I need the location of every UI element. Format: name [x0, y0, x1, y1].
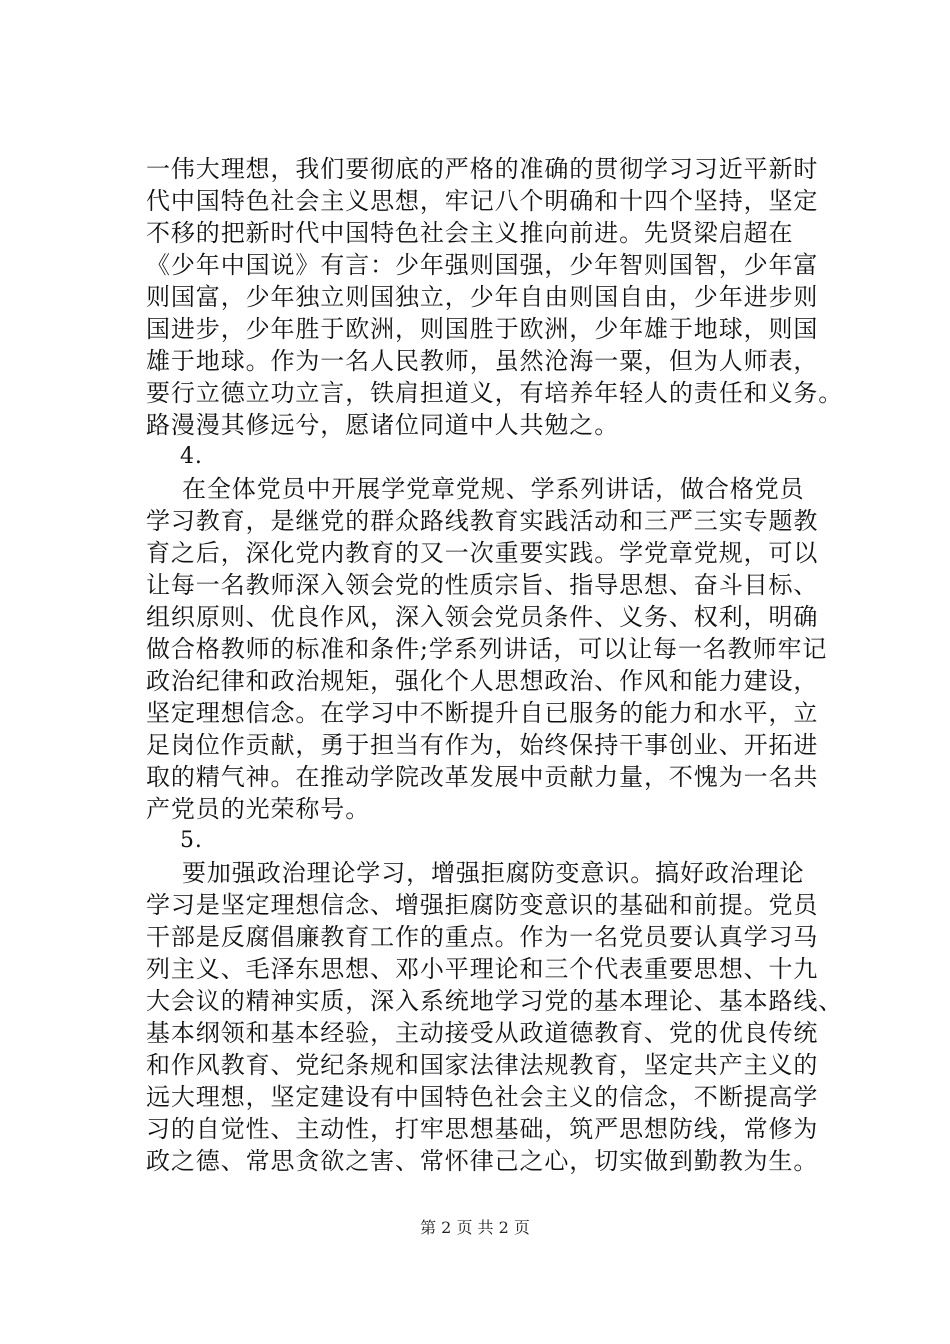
text-line: 大会议的精神实质，深入系统地学习党的基本理论、基本路线、 — [146, 987, 844, 1015]
text-line: 《少年中国说》有言：少年强则国强，少年智则国智，少年富 — [146, 251, 819, 279]
page-footer — [0, 1218, 950, 1238]
text-line: 国进步，少年胜于欧洲，则国胜于欧洲，少年雄于地球，则国 — [146, 315, 819, 343]
section-number: 4. — [180, 444, 203, 469]
text-line: 代中国特色社会主义思想，牢记八个明确和十四个坚持，坚定 — [146, 187, 819, 215]
text-line: 取的精气神。在推动学院改革发展中贡献力量，不愧为一名共 — [146, 763, 819, 791]
text-line: 基本纲领和基本经验，主动接受从政道德教育、党的优良传统 — [146, 1019, 819, 1047]
text-line: 雄于地球。作为一名人民教师，虽然沧海一粟，但为人师表， — [146, 347, 819, 375]
text-line: 不移的把新时代中国特色社会主义推向前进。先贤梁启超在 — [146, 219, 794, 247]
text-line: 组织原则、优良作风，深入领会党员条件、义务、权利，明确 — [146, 603, 819, 631]
page-number-label: 第 2 页 共 2 页 — [420, 1218, 530, 1237]
text-line: 产党员的光荣称号。 — [146, 795, 371, 823]
text-line: 要行立德立功立言，铁肩担道义，有培养年轻人的责任和义务。 — [146, 379, 844, 407]
text-line: 干部是反腐倡廉教育工作的重点。作为一名党员要认真学习马 — [146, 923, 819, 951]
document-body — [146, 153, 846, 1177]
text-line: 列主义、毛泽东思想、邓小平理论和三个代表重要思想、十九 — [146, 955, 819, 983]
text-line: 和作风教育、党纪条规和国家法律法规教育，坚定共产主义的 — [146, 1051, 819, 1079]
text-line: 远大理想，坚定建设有中国特色社会主义的信念，不断提高学 — [146, 1083, 819, 1111]
text-line: 在全体党员中开展学党章党规、学系列讲话，做合格党员 — [182, 475, 805, 503]
text-line: 政之德、常思贪欲之害、常怀律己之心，切实做到勤教为生。 — [146, 1147, 819, 1175]
section-number: 5. — [180, 828, 203, 853]
text-line: 育之后，深化党内教育的又一次重要实践。学党章党规，可以 — [146, 539, 819, 567]
text-line: 让每一名教师深入领会党的性质宗旨、指导思想、奋斗目标、 — [146, 571, 819, 599]
text-line: 学习是坚定理想信念、增强拒腐防变意识的基础和前提。党员 — [146, 891, 819, 919]
text-line: 足岗位作贡献，勇于担当有作为，始终保持干事创业、开拓进 — [146, 731, 819, 759]
text-line: 做合格教师的标准和条件;学系列讲话，可以让每一名教师牢记 — [146, 635, 828, 663]
text-line: 学习教育，是继党的群众路线教育实践活动和三严三实专题教 — [146, 507, 819, 535]
text-line: 路漫漫其修远兮，愿诸位同道中人共勉之。 — [146, 411, 620, 439]
text-line: 政治纪律和政治规矩，强化个人思想政治、作风和能力建设， — [146, 667, 819, 695]
text-line: 一伟大理想，我们要彻底的严格的准确的贯彻学习习近平新时 — [146, 155, 819, 183]
text-line: 坚定理想信念。在学习中不断提升自已服务的能力和水平，立 — [146, 699, 819, 727]
text-line: 习的自觉性、主动性，打牢思想基础，筑严思想防线，常修为 — [146, 1115, 819, 1143]
text-line: 要加强政治理论学习，增强拒腐防变意识。搞好政治理论 — [182, 859, 805, 887]
text-line: 则国富，少年独立则国独立，少年自由则国自由，少年进步则 — [146, 283, 819, 311]
